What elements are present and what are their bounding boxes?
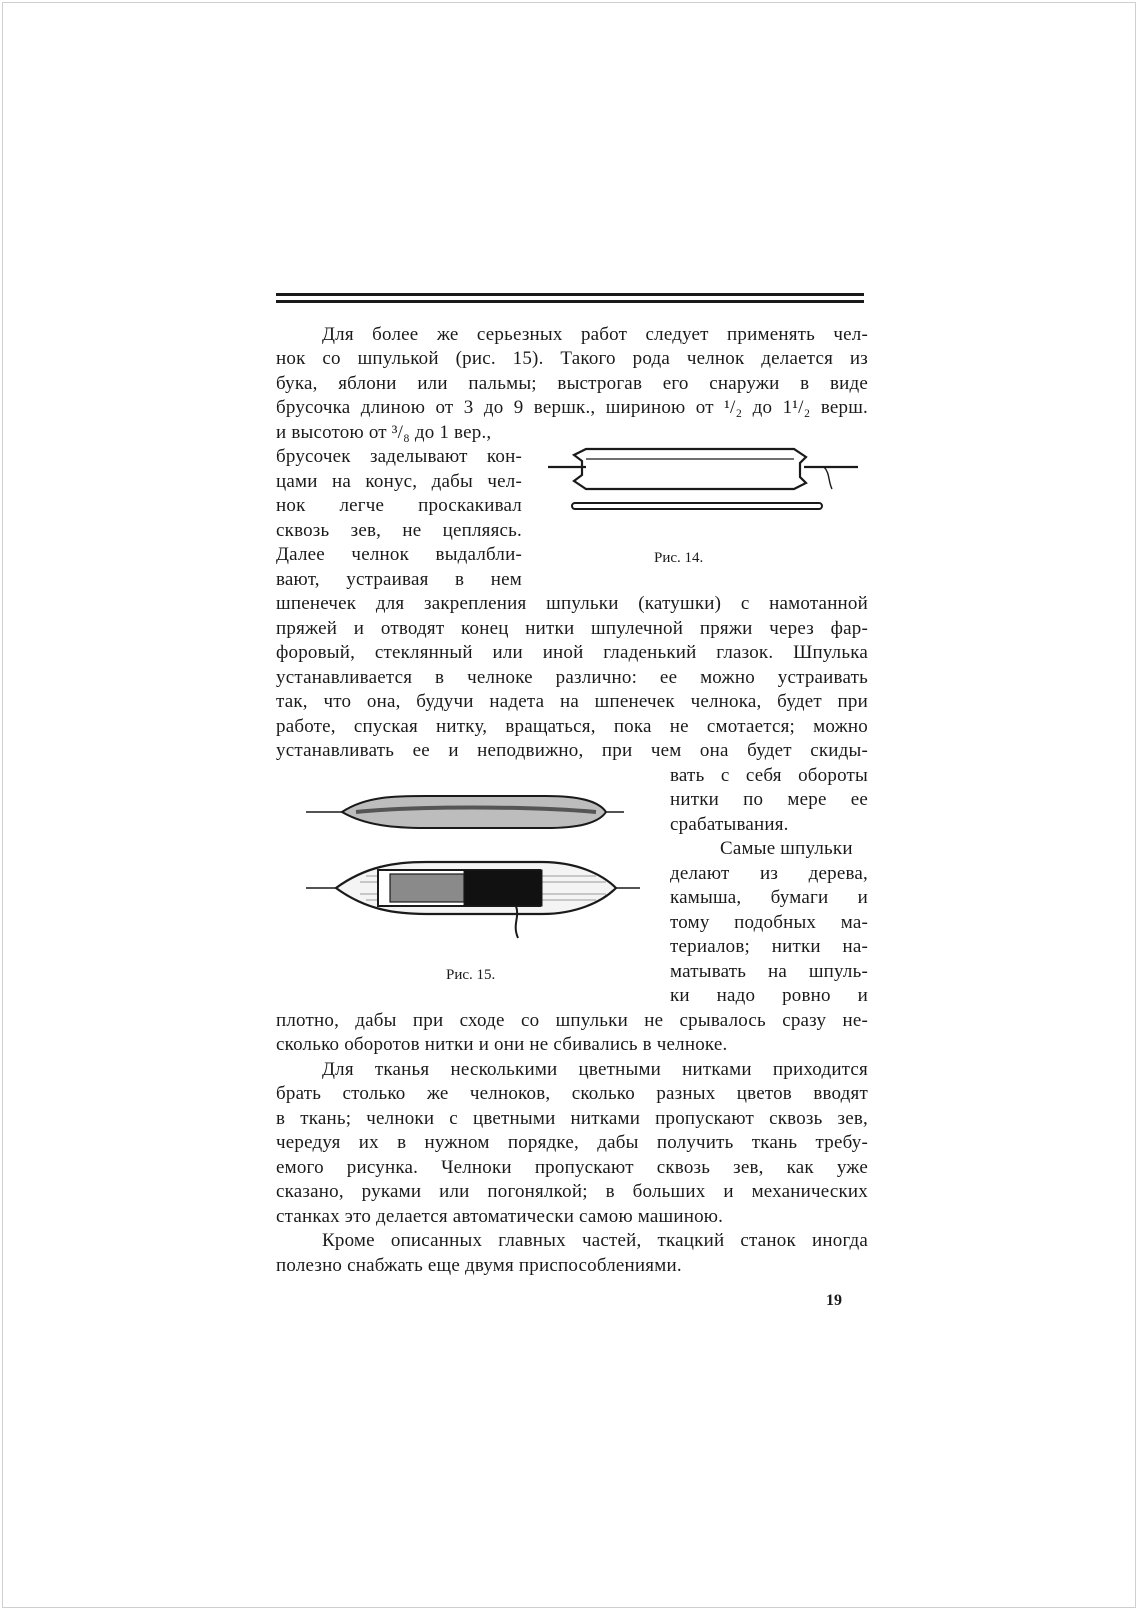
figure-14-caption: Рис. 14. xyxy=(654,550,704,566)
text-line: цами на конус, дабы чел- xyxy=(276,471,522,492)
text-line: тому подобных ма- xyxy=(670,912,868,933)
text-line: вают, устраивая в нем xyxy=(276,569,522,590)
page-number: 19 xyxy=(826,1292,842,1309)
text-line: работе, спуская нитку, вращаться, пока не смотается; можно xyxy=(276,716,868,737)
text-line: нок легче проскакивал xyxy=(276,495,522,516)
text-line: камыша, бумаги и xyxy=(670,887,868,908)
text-line: вать с себя обороты xyxy=(670,765,868,786)
text-line: устанавливать ее и неподвижно, при чем она будет скиды- xyxy=(276,740,868,761)
text-line: Для более же серьезных работ следует применять чел- xyxy=(322,324,868,345)
text-line: полезно снабжать еще двумя приспособлениями. xyxy=(276,1255,682,1276)
text-line: делают из дерева, xyxy=(670,863,868,884)
figure-15-caption: Рис. 15. xyxy=(446,967,496,983)
text-line: нок со шпулькой (рис. 15). Такого рода челнок делается из xyxy=(276,348,868,369)
text-line: в ткань; челноки с цветными нитками пропускают сквозь зев, xyxy=(276,1108,868,1129)
text-line: Самые шпульки xyxy=(720,838,853,859)
header-rule-bottom xyxy=(276,300,864,303)
text-line: форовый, стеклянный или иной гладенький глазок. Шпулька xyxy=(276,642,868,663)
text-line: ки надо ровно и xyxy=(670,985,868,1006)
text-line: шпенечек для закрепления шпульки (катушки) с намотанной xyxy=(276,593,868,614)
text-line: брусочек заделывают кон- xyxy=(276,446,522,467)
text-line: срабатывания. xyxy=(670,814,789,835)
text-line: сказано, руками или погонялкой; в больших и механических xyxy=(276,1181,868,1202)
figure-14-shuttle xyxy=(548,437,868,517)
text-line: станках это делается автоматически самою машиною. xyxy=(276,1206,724,1227)
text-line: нитки по мере ее xyxy=(670,789,868,810)
text-line: териалов; нитки на- xyxy=(670,936,868,957)
text-line: пряжей и отводят конец нитки шпулечной пряжи через фар- xyxy=(276,618,868,639)
text-line: плотно, дабы при сходе со шпульки не срывалось сразу не- xyxy=(276,1010,868,1031)
text-line: Далее челнок выдалбли- xyxy=(276,544,522,565)
text-line: и высотою от ³/₈ до 1 вер., xyxy=(276,422,492,443)
text-line: устанавливается в челноке различно: ее можно устраивать xyxy=(276,667,868,688)
text-line: брать столько же челноков, сколько разных цветов вводят xyxy=(276,1083,868,1104)
text-line: бука, яблони или пальмы; выстрогав его снаружи в виде xyxy=(276,373,868,394)
text-line: чередуя их в нужном порядке, дабы получить ткань требу- xyxy=(276,1132,868,1153)
text-line: так, что она, будучи надета на шпенечек челнока, будет при xyxy=(276,691,868,712)
header-rule-top xyxy=(276,293,864,296)
text-line: сколько оборотов нитки и они не сбивались в челноке. xyxy=(276,1034,728,1055)
text-line: брусочка длиною от 3 до 9 вершк., шириною от ¹/₂ до 1¹/₂ верш. xyxy=(276,397,868,418)
figure-15-shuttle xyxy=(306,786,646,956)
text-line: матывать на шпуль- xyxy=(670,961,868,982)
text-line: Для тканья несколькими цветными нитками приходится xyxy=(322,1059,868,1080)
text-line: сквозь зев, не цепляясь. xyxy=(276,520,522,541)
text-line: емого рисунка. Челноки пропускают сквозь зев, как уже xyxy=(276,1157,868,1178)
text-line: Кроме описанных главных частей, ткацкий станок иногда xyxy=(322,1230,868,1251)
